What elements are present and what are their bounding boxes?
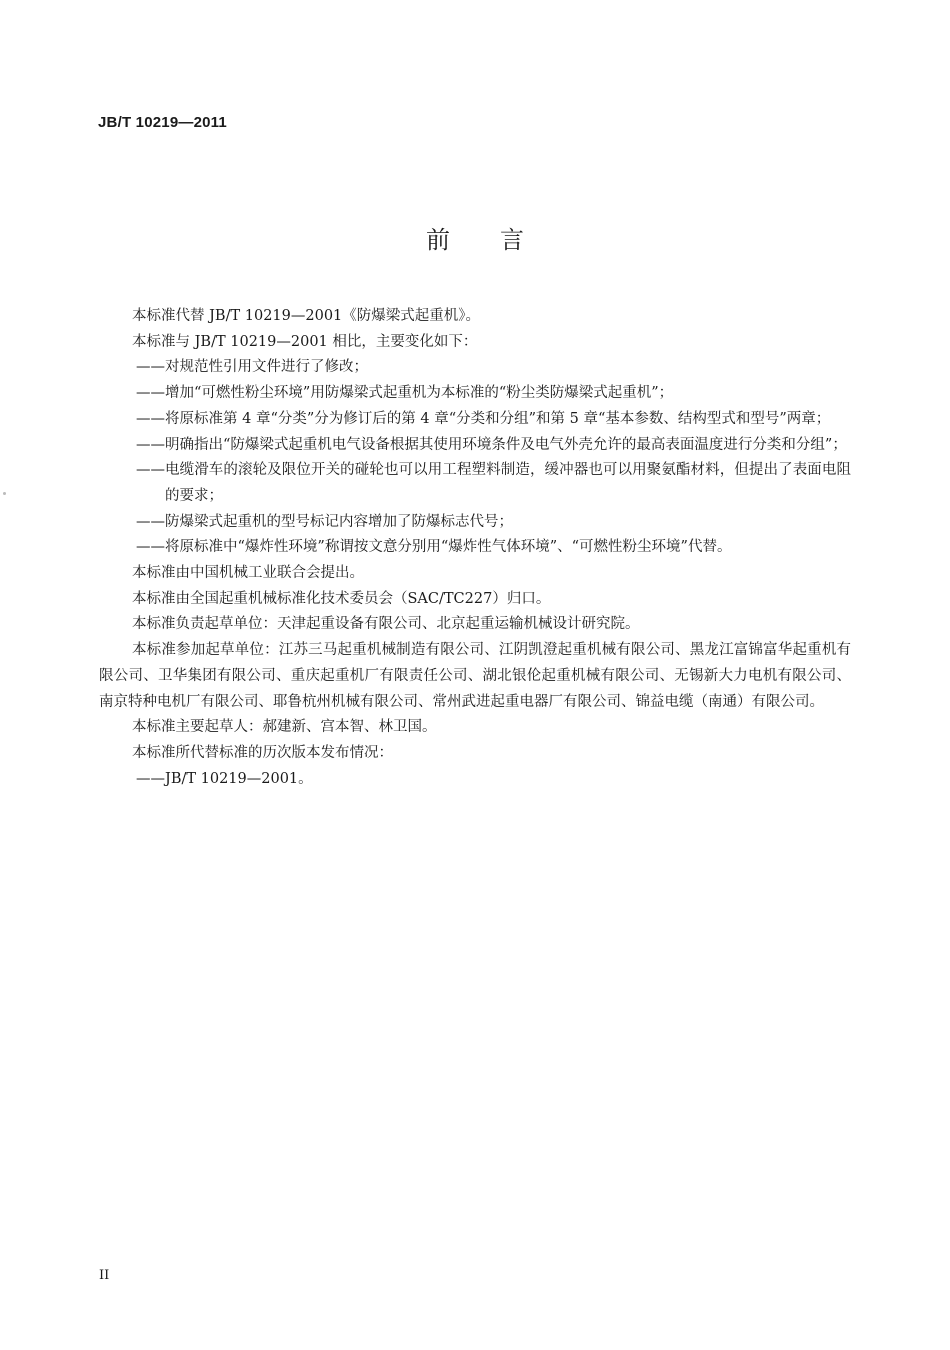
paragraph-changes-intro: 本标准与 JB/T 10219—2001 相比，主要变化如下： [132,333,478,350]
paragraph-centralized-by: 本标准由全国起重机械标准化技术委员会（SAC/TC227）归口。 [132,590,551,607]
change-text: 将原标准中“爆炸性环境”称谓按文意分别用“爆炸性气体环境”、“可燃性粉尘环境”代替。 [165,539,732,556]
dash-marker: —— [136,385,165,402]
change-item [99,381,851,407]
paragraph-main-drafters: 本标准主要起草人：郝建新、宫本智、林卫国。 [132,719,437,736]
page-number: II [99,1268,110,1283]
paragraph-history-intro: 本标准所代替标准的历次版本发布情况： [132,744,393,761]
scan-artifact [3,492,6,495]
change-text: 对规范性引用文件进行了修改； [165,359,368,376]
dash-marker: —— [136,770,165,787]
change-item [99,433,851,459]
change-item [99,407,851,433]
change-text: 防爆梁式起重机的型号标记内容增加了防爆标志代号； [165,513,513,530]
change-item [99,458,851,509]
history-item [99,767,851,793]
change-item [99,510,851,536]
change-item [99,535,851,561]
dash-marker: —— [136,539,165,556]
standard-number: JB/T 10219—2011 [98,114,227,131]
change-text: 明确指出“防爆梁式起重机电气设备根据其使用环境条件及电气外壳允许的最高表面温度进行分类和分组”； [165,436,847,453]
dash-marker: —— [136,462,165,479]
change-text: 增加“可燃性粉尘环境”用防爆梁式起重机为本标准的“粉尘类防爆梁式起重机”； [165,385,674,402]
dash-marker: —— [136,436,165,453]
dash-marker: —— [136,513,165,530]
paragraph-replaces: 本标准代替 JB/T 10219—2001《防爆梁式起重机》。 [132,308,481,324]
change-text: 将原标准第 4 章“分类”分为修订后的第 4 章“分类和分组”和第 5 章“基本参数、结构型式和型号”两章； [165,410,831,427]
paragraph-participating-drafters: 本标准参加起草单位：江苏三马起重机械制造有限公司、江阴凯澄起重机械有限公司、黑龙江富锦富华起重机有限公司、卫华集团有限公司、重庆起重机厂有限责任公司、湖北银伦起重机械有限公司、无锡新大力电机有限公司、南京特种电机厂有限公司、耶鲁杭州机械有限公司、常州武进起重电器厂有限公司、锦益电缆（南通）有限公司。 [99,642,851,710]
page-title: 前言 [426,226,574,254]
change-item [99,355,851,381]
change-text: 电缆滑车的滚轮及限位开关的碰轮也可以用工程塑料制造，缓冲器也可以用聚氨酯材料，但提出了表面电阻的要求； [165,462,851,504]
dash-marker: —— [136,359,165,376]
paragraph-proposed-by: 本标准由中国机械工业联合会提出。 [132,565,364,582]
history-text: JB/T 10219—2001。 [165,770,313,787]
preface-body [99,304,851,792]
paragraph-lead-drafters: 本标准负责起草单位：天津起重设备有限公司、北京起重运输机械设计研究院。 [132,616,640,633]
dash-marker: —— [136,410,165,427]
